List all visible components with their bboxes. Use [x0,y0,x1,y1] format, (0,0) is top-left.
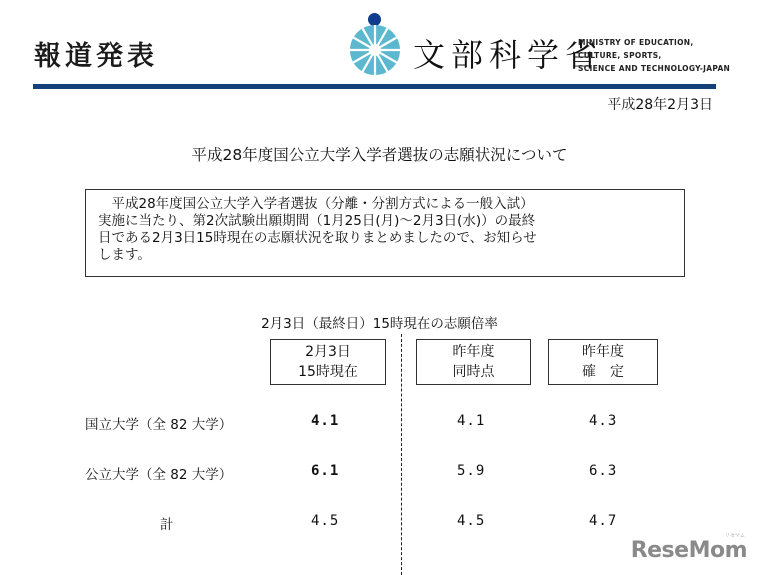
notice-line: 平成28年度国公立大学入学者選抜（分離・分割方式による一般入試） [111,196,534,212]
ministry-name-en-line: MINISTRY OF EDUCATION, [578,38,694,47]
ministry-name-en [578,36,730,75]
notice-box [85,189,685,277]
cell-public-current: 6.1 [311,463,340,479]
header-rule [33,84,716,89]
cell-national-last-year-final: 4.3 [589,413,618,429]
press-release-label: 報道発表 [34,41,158,72]
cell-national-last-year-same: 4.1 [457,413,486,429]
column-header-last-year-final [548,339,658,385]
rates-heading: 2月3日（最終日）15時現在の志願倍率 [261,316,498,332]
row-label-national: 国立大学（全 82 大学） [85,417,233,433]
ministry-name-jp: 文部科学省 [413,36,604,74]
column-header-line: 2月3日 [305,344,351,360]
resemom-watermark: ReseMom [630,538,747,563]
cell-total-last-year-final: 4.7 [589,513,618,529]
column-header-line: 15時現在 [298,364,358,380]
column-header-line: 同時点 [452,364,495,380]
column-header-line: 確 定 [582,364,624,380]
notice-line: 日である2月3日15時現在の志願状況を取りまとめましたので、お知らせ [98,230,537,246]
column-header-last-year-same-time [416,339,531,385]
column-header-current [270,339,386,385]
ministry-name-en-line: CULTURE, SPORTS, [578,51,662,60]
cell-total-current: 4.5 [311,513,340,529]
row-label-public: 公立大学（全 82 大学） [85,467,233,483]
cell-total-last-year-same: 4.5 [457,513,486,529]
watermark-small-text: リセマム [725,533,745,539]
mext-emblem-icon [349,24,401,76]
column-header-line: 昨年度 [452,344,495,360]
column-divider [401,334,402,575]
cell-public-last-year-same: 5.9 [457,463,486,479]
document-title: 平成28年度国公立大学入学者選抜の志願状況について [191,146,568,164]
release-date: 平成28年2月3日 [607,97,713,113]
cell-public-last-year-final: 6.3 [589,463,618,479]
ministry-name-en-line: SCIENCE AND TECHNOLOGY-JAPAN [578,64,731,73]
column-header-line: 昨年度 [582,344,624,360]
notice-line: します。 [98,247,151,263]
row-label-total: 計 [160,517,174,533]
cell-national-current: 4.1 [311,413,340,429]
notice-line: 実施に当たり、第2次試験出願期間（1月25日(月)～2月3日(水)）の最終 [98,213,536,229]
